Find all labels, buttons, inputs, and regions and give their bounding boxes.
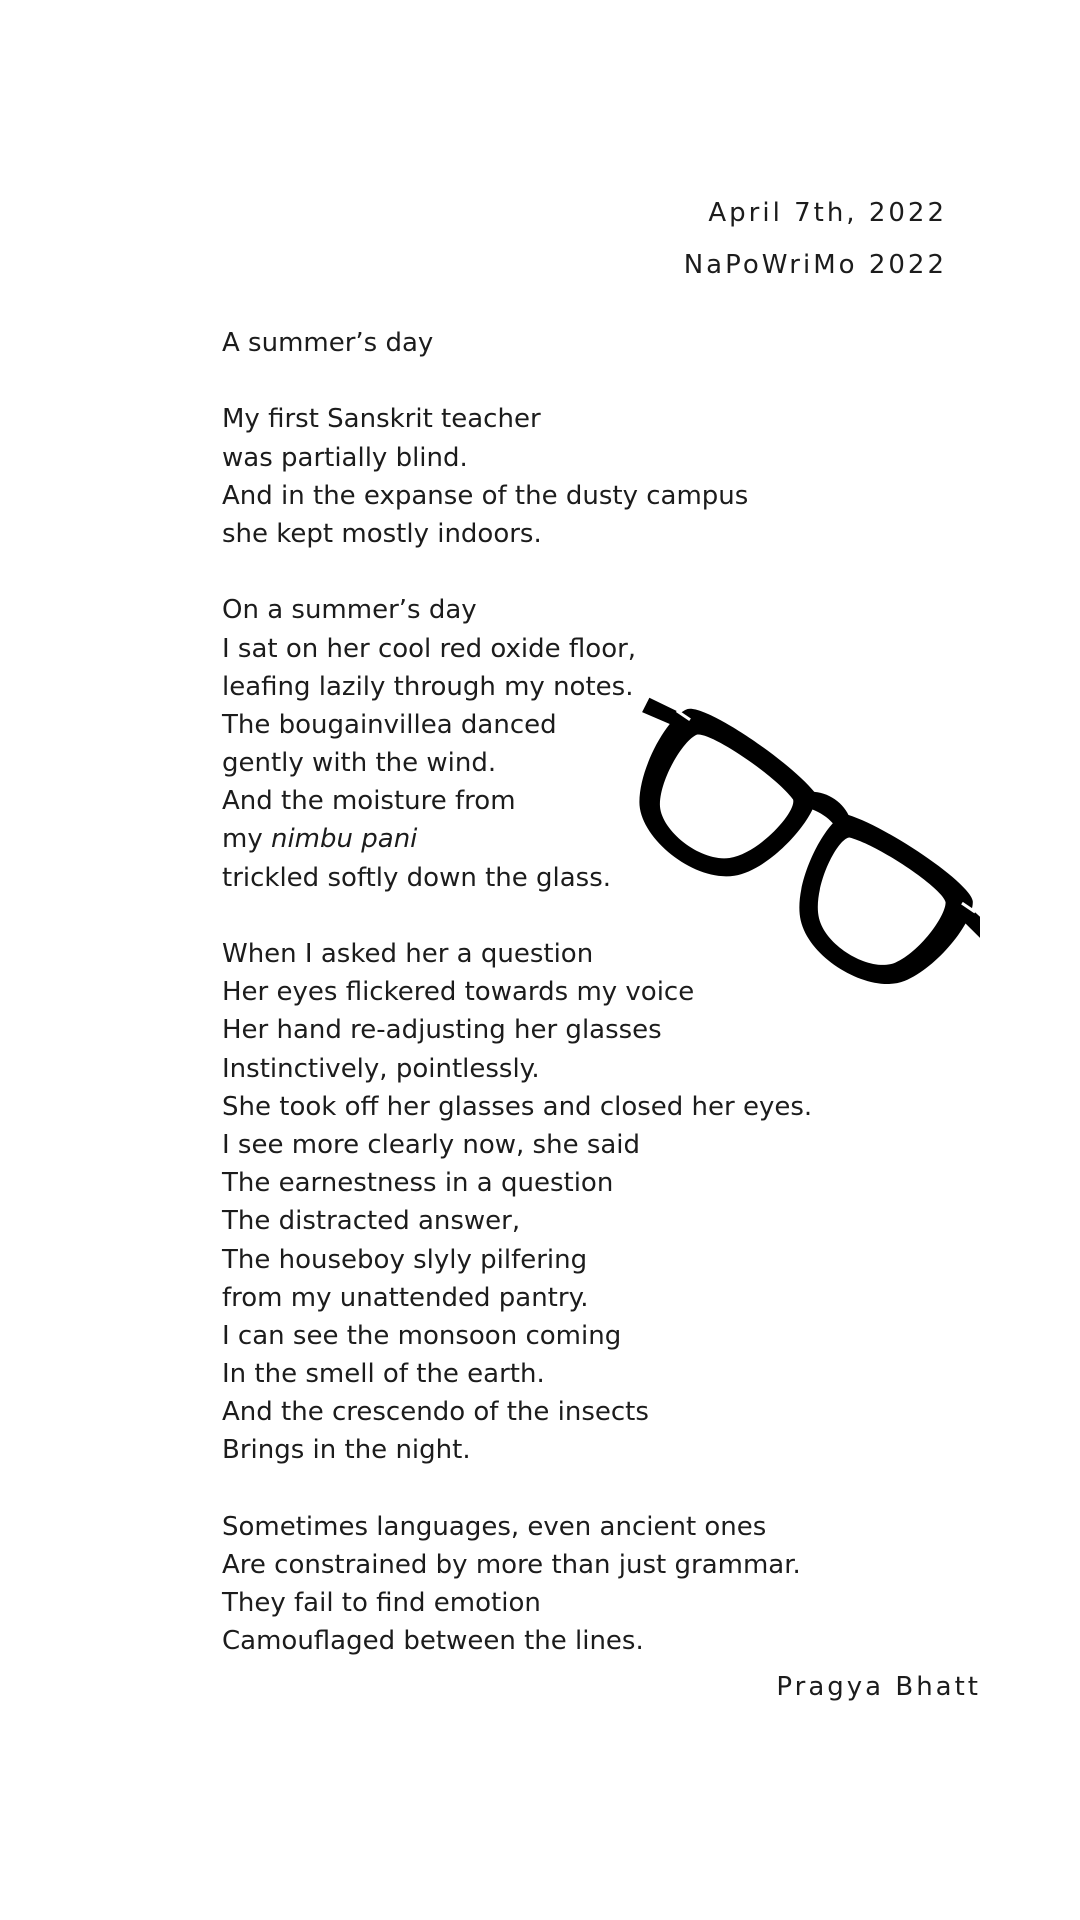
poem-line: was partially blind. <box>222 442 468 473</box>
poem-line: The bougainvillea danced <box>222 709 557 740</box>
poem-line: from my unattended pantry. <box>222 1282 589 1313</box>
poem-line: And in the expanse of the dusty campus <box>222 480 749 511</box>
poem-line: Brings in the night. <box>222 1435 471 1466</box>
poem-line: On a summer’s day <box>222 595 477 626</box>
poem-line: Camouflaged between the lines. <box>222 1626 644 1657</box>
poem-line: She took off her glasses and closed her eyes. <box>222 1091 813 1122</box>
poem-line: gently with the wind. <box>222 748 497 779</box>
poem-line: leafing lazily through my notes. <box>222 671 634 702</box>
poem-line: I see more clearly now, she said <box>222 1129 641 1160</box>
poem-line: In the smell of the earth. <box>222 1359 545 1390</box>
poem-line: I sat on her cool red oxide floor, <box>222 633 637 664</box>
poem-line: trickled softly down the glass. <box>222 862 612 893</box>
poem-line: When I asked her a question <box>222 939 594 969</box>
poem-line: The earnestness in a question <box>222 1168 614 1199</box>
poem-line: I can see the monsoon coming <box>222 1320 622 1351</box>
poem-line: And the crescendo of the insects <box>222 1397 649 1428</box>
eyeglasses-icon <box>620 690 980 1010</box>
poem-line: Her eyes flickered towards my voice <box>222 977 695 1008</box>
event-name: NaPoWriMo 2022 <box>683 250 947 280</box>
poem-line: Sometimes languages, even ancient ones <box>222 1511 767 1542</box>
poem-line: My first Sanskrit teacher <box>222 404 541 435</box>
poem-line: Are constrained by more than just grammar. <box>222 1550 801 1580</box>
poem-date: April 7th, 2022 <box>708 198 947 228</box>
poem-line: The distracted answer, <box>222 1206 521 1237</box>
italic-phrase: nimbu pani <box>270 824 418 855</box>
poem-line: Her hand re-adjusting her glasses <box>222 1015 662 1046</box>
author-signature: Pragya Bhatt <box>776 1672 981 1702</box>
poem-line: The houseboy slyly pilfering <box>222 1244 588 1275</box>
poem-title: A summer’s day <box>222 328 434 358</box>
poem-line: Instinctively, pointlessly. <box>222 1053 540 1084</box>
poem-line-prefix: my <box>222 824 271 855</box>
poem-line: And the moisture from <box>222 786 516 817</box>
poem-line: They fail to find emotion <box>222 1588 541 1619</box>
stanza-break <box>222 1470 982 1508</box>
poem-line: she kept mostly indoors. <box>222 518 542 549</box>
stanza-break <box>222 553 982 591</box>
